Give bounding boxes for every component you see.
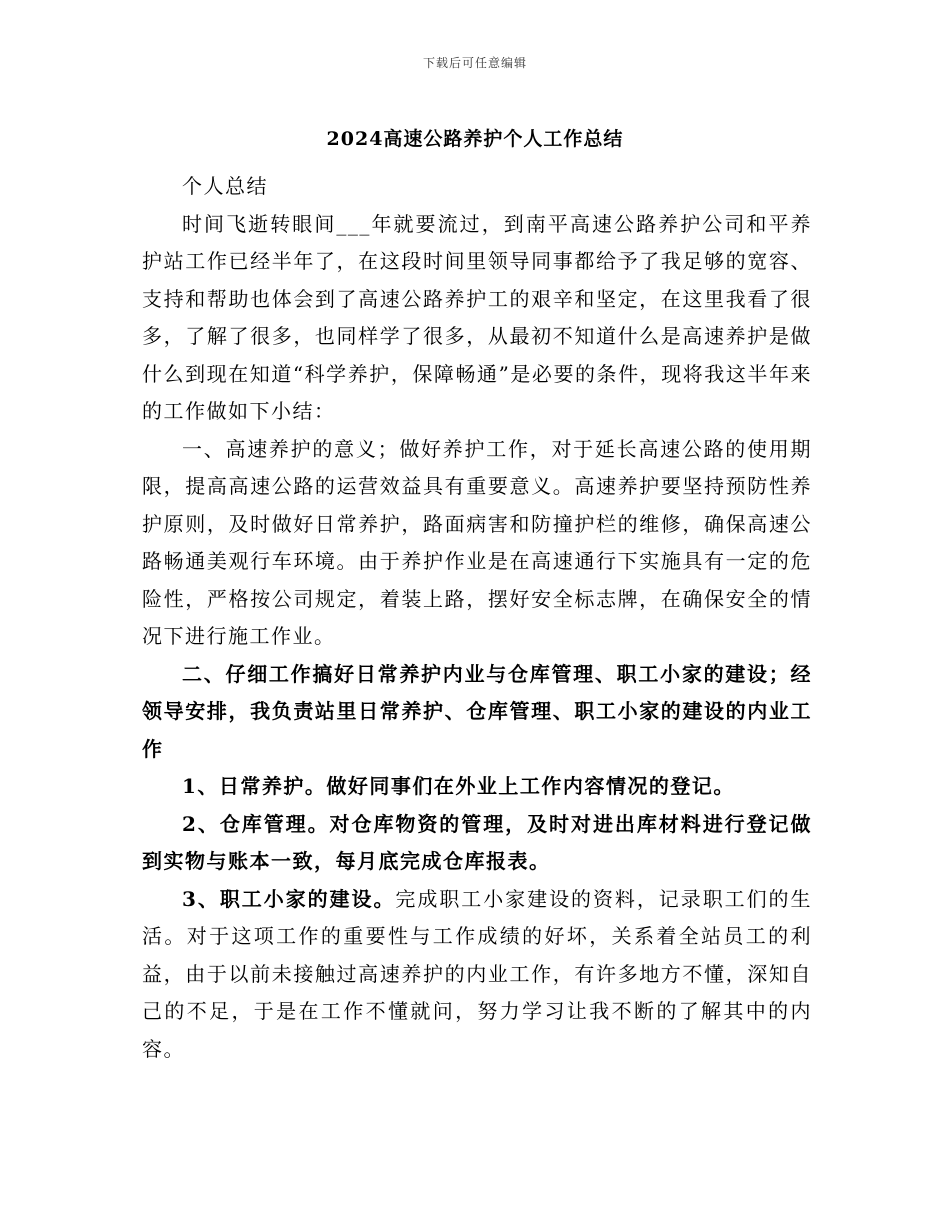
intro-paragraph: 时间飞逝转眼间___年就要流过，到南平高速公路养护公司和平养护站工作已经半年了，在这段时间里领导同事都给予了我足够的宽容、支持和帮助也体会到了高速公路养护工的艰辛和坚定，在这里我看了很多，了解了很多，也同样学了很多，从最初不知道什么是高速养护是做什么到现在知道“科学养护，保障畅通”是必要的条件，现将我这半年来的工作做如下小结： [142,211,812,423]
item-3-body: 完成职工小家建设的资料，记录职工们的生活。对于这项工作的重要性与工作成绩的好坏，关系着全站员工的利益，由于以前未接触过高速养护的内业工作，有许多地方不懂，深知自己的不足，于是在工作不懂就问，努力学习让我不断的了解其中的内容。 [142,886,813,1061]
header-note: 下载后可任意编辑 [422,56,527,70]
item-3-paragraph [142,881,812,1069]
document-body [142,168,812,1068]
section-1-paragraph: 一、高速养护的意义；做好养护工作，对于延长高速公路的使用期限，提高高速公路的运营效益具有重要意义。高速养护要坚持预防性养护原则，及时做好日常养护，路面病害和防撞护栏的维修，确保高速公路畅通美观行车环境。由于养护作业是在高速通行下实施具有一定的危险性，严格按公司规定，着装上路，摆好安全标志牌，在确保安全的情况下进行施工作业。 [142,436,812,648]
subheading: 个人总结 [182,174,268,198]
document-title: 2024高速公路养护个人工作总结 [326,128,624,150]
section-2-heading: 二、仔细工作搞好日常养护内业与仓库管理、职工小家的建设；经领导安排，我负责站里日常养护、仓库管理、职工小家的建设的内业工作 [142,661,812,761]
item-3-heading: 3、职工小家的建设。 [182,886,396,911]
item-2-paragraph: 2、仓库管理。对仓库物资的管理，及时对进出库材料进行登记做到实物与账本一致，每月底完成仓库报表。 [142,811,812,873]
item-1-paragraph: 1、日常养护。做好同事们在外业上工作内容情况的登记。 [182,774,735,798]
